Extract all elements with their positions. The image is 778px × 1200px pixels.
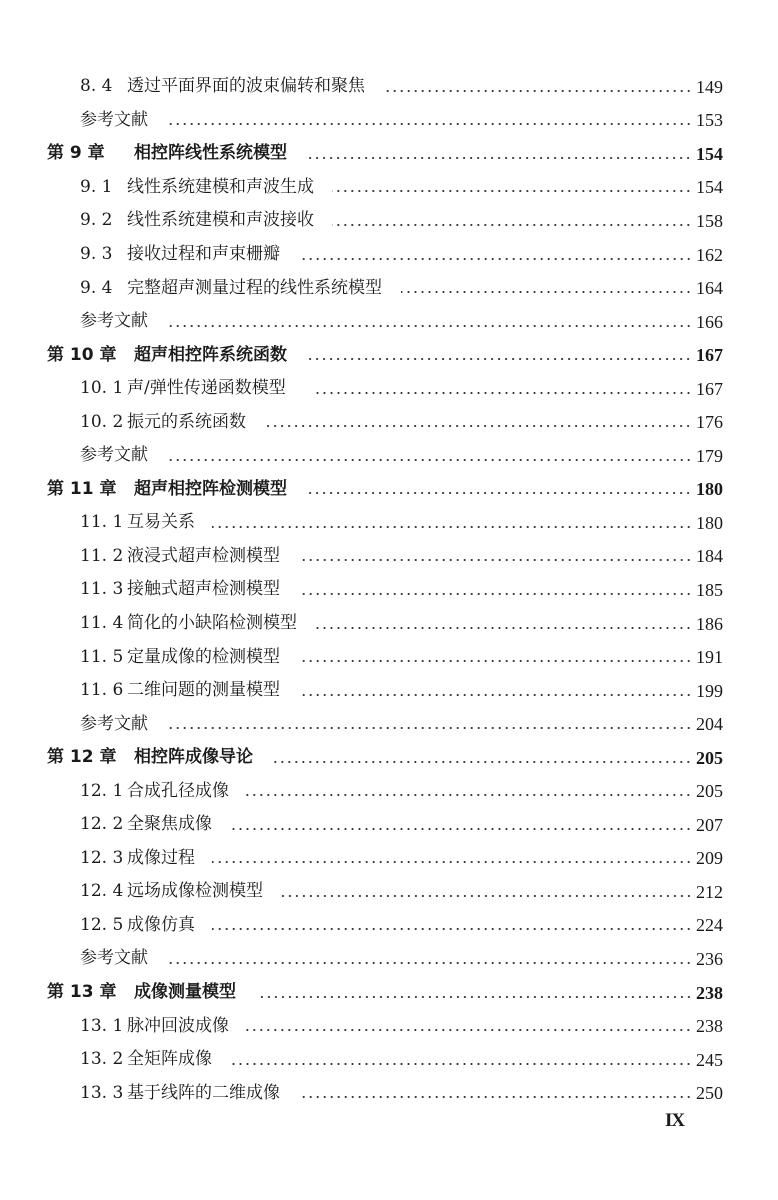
toc-entry-title: 参考文献 (80, 948, 148, 969)
toc-section-row (0, 506, 778, 540)
toc-entry-number: 11. 3 (80, 579, 124, 600)
toc-page-number: 149 (696, 76, 723, 97)
toc-page-number: 154 (696, 177, 723, 198)
toc-section-row (0, 204, 778, 238)
toc-entry-title: 成像测量模型 (134, 982, 236, 1003)
toc-page-number: 205 (696, 781, 723, 802)
toc-entry-title: 相控阵线性系统模型 (134, 143, 287, 164)
toc-page-number: 199 (696, 680, 723, 701)
toc-entry-title: 参考文献 (80, 445, 148, 466)
toc-page-number: 185 (696, 579, 723, 600)
toc-entry-title: 全矩阵成像 (127, 1049, 212, 1070)
toc-entry-number: 10. 2 (80, 411, 124, 432)
toc-leader-dots (273, 761, 692, 763)
toc-page-number: 205 (696, 747, 723, 768)
toc-leader-dots (315, 627, 692, 629)
toc-section-row (0, 842, 778, 876)
toc-section-row (0, 1043, 778, 1077)
toc-entry-title: 声/弹性传递函数模型 (127, 378, 286, 399)
toc-chapter-row (0, 137, 778, 171)
toc-entry-number: 9. 1 (80, 176, 113, 197)
toc-leader-dots (308, 157, 692, 159)
toc-page-number: 164 (696, 278, 723, 299)
table-of-contents (0, 70, 778, 1110)
toc-leader-dots (332, 224, 692, 226)
toc-leader-dots (165, 727, 692, 729)
toc-entry-title: 定量成像的检测模型 (127, 646, 280, 667)
toc-leader-dots (315, 392, 692, 394)
toc-entry-title: 合成孔径成像 (127, 780, 229, 801)
toc-entry-number: 12. 4 (80, 881, 124, 902)
toc-references-row (0, 104, 778, 138)
toc-entry-number: 11. 4 (80, 613, 124, 634)
toc-entry-title: 线性系统建模和声波生成 (127, 176, 314, 197)
toc-entry-title: 成像仿真 (127, 914, 195, 935)
toc-page-number: 236 (696, 948, 723, 969)
toc-section-row (0, 238, 778, 272)
toc-page-number: 176 (696, 412, 723, 433)
toc-entry-number: 11. 5 (80, 646, 124, 667)
toc-section-row (0, 271, 778, 305)
toc-section-row (0, 774, 778, 808)
toc-page-number: 184 (696, 546, 723, 567)
toc-entry-number: 第 9 章 (47, 143, 105, 164)
toc-leader-dots (298, 258, 692, 260)
toc-leader-dots (298, 559, 692, 561)
toc-page-number: 250 (696, 1083, 723, 1104)
toc-leader-dots (246, 794, 692, 796)
toc-page-number: 191 (696, 647, 723, 668)
toc-entry-number: 第 11 章 (47, 478, 117, 499)
toc-section-row (0, 1009, 778, 1043)
toc-entry-number: 12. 3 (80, 847, 124, 868)
toc-leader-dots (256, 996, 692, 998)
toc-leader-dots (308, 358, 692, 360)
toc-entry-number: 13. 1 (80, 1015, 124, 1036)
toc-entry-title: 全聚焦成像 (127, 814, 212, 835)
toc-leader-dots (332, 190, 692, 192)
toc-section-row (0, 640, 778, 674)
toc-entry-number: 12. 5 (80, 914, 124, 935)
toc-leader-dots (246, 1029, 692, 1031)
toc-entry-title: 参考文献 (80, 713, 148, 734)
toc-leader-dots (212, 526, 692, 528)
toc-page-number: 238 (696, 1016, 723, 1037)
toc-leader-dots (212, 861, 692, 863)
toc-leader-dots (298, 1096, 692, 1098)
toc-entry-number: 12. 1 (80, 780, 124, 801)
toc-section-row (0, 909, 778, 943)
page-number: IX (665, 1110, 685, 1131)
toc-page-number: 166 (696, 311, 723, 332)
toc-entry-title: 基于线阵的二维成像 (127, 1082, 280, 1103)
toc-entry-title: 接触式超声检测模型 (127, 579, 280, 600)
toc-page-number: 162 (696, 244, 723, 265)
toc-page-number: 207 (696, 814, 723, 835)
toc-entry-number: 第 10 章 (47, 344, 117, 365)
toc-entry-title: 超声相控阵检测模型 (134, 478, 287, 499)
toc-chapter-row (0, 741, 778, 775)
toc-page-number: 167 (696, 345, 723, 366)
toc-leader-dots (281, 895, 692, 897)
toc-leader-dots (308, 492, 692, 494)
toc-entry-title: 完整超声测量过程的线性系统模型 (127, 277, 382, 298)
toc-leader-dots (229, 828, 692, 830)
toc-entry-number: 11. 1 (80, 512, 124, 533)
toc-references-row (0, 942, 778, 976)
toc-section-row (0, 573, 778, 607)
toc-entry-title: 二维问题的测量模型 (127, 680, 280, 701)
toc-entry-title: 接收过程和声束栅瓣 (127, 244, 280, 264)
toc-section-row (0, 372, 778, 406)
toc-entry-title: 超声相控阵系统函数 (134, 344, 287, 365)
toc-page-number: 180 (696, 479, 723, 500)
toc-page-number: 179 (696, 445, 723, 466)
toc-references-row (0, 439, 778, 473)
toc-page-number: 245 (696, 1049, 723, 1070)
toc-entry-number: 12. 2 (80, 814, 124, 835)
toc-leader-dots (298, 660, 692, 662)
toc-entry-title: 相控阵成像导论 (134, 747, 253, 768)
toc-entry-title: 参考文献 (80, 311, 148, 332)
toc-section-row (0, 171, 778, 205)
toc-chapter-row (0, 473, 778, 507)
toc-leader-dots (165, 123, 692, 125)
toc-entry-number: 第 12 章 (47, 747, 117, 768)
toc-entry-title: 成像过程 (127, 847, 195, 868)
toc-references-row (0, 305, 778, 339)
toc-entry-title: 振元的系统函数 (127, 411, 246, 432)
toc-section-row (0, 808, 778, 842)
toc-page-number: 154 (696, 143, 723, 164)
toc-entry-number: 13. 2 (80, 1049, 124, 1070)
toc-page-number: 167 (696, 378, 723, 399)
toc-section-row (0, 875, 778, 909)
toc-leader-dots (384, 90, 692, 92)
toc-entry-number: 8. 4 (80, 76, 113, 97)
toc-section-row (0, 607, 778, 641)
toc-entry-number: 第 13 章 (47, 982, 117, 1003)
toc-entry-number: 11. 2 (80, 545, 124, 566)
toc-entry-title: 互易关系 (127, 512, 195, 533)
toc-leader-dots (298, 694, 692, 696)
toc-leader-dots (165, 459, 692, 461)
toc-entry-number: 9. 2 (80, 210, 113, 231)
toc-page-number: 204 (696, 714, 723, 735)
toc-page-number: 209 (696, 848, 723, 869)
toc-leader-dots (165, 962, 692, 964)
toc-entry-number: 13. 3 (80, 1082, 124, 1103)
toc-entry-number: 11. 6 (80, 680, 124, 701)
toc-chapter-row (0, 976, 778, 1010)
toc-page-number: 224 (696, 915, 723, 936)
toc-page-number: 158 (696, 210, 723, 231)
toc-page-number: 238 (696, 982, 723, 1003)
toc-page-number: 212 (696, 881, 723, 902)
toc-references-row (0, 707, 778, 741)
toc-entry-title: 简化的小缺陷检测模型 (127, 613, 297, 634)
toc-entry-title: 线性系统建模和声波接收 (127, 210, 314, 231)
toc-entry-title: 透过平面界面的波束偏转和聚焦 (127, 76, 365, 97)
toc-chapter-row (0, 338, 778, 372)
toc-page-number: 153 (696, 110, 723, 131)
toc-entry-number: 9. 3 (80, 244, 113, 264)
toc-entry-number: 10. 1 (80, 378, 124, 399)
toc-leader-dots (298, 593, 692, 595)
toc-leader-dots (165, 325, 692, 327)
toc-leader-dots (212, 928, 692, 930)
toc-section-row (0, 540, 778, 574)
toc-leader-dots (263, 425, 692, 427)
toc-section-row (0, 1076, 778, 1110)
toc-entry-title: 液浸式超声检测模型 (127, 545, 280, 566)
toc-page-number: 180 (696, 512, 723, 533)
toc-leader-dots (229, 1063, 692, 1065)
toc-entry-title: 脉冲回波成像 (127, 1015, 229, 1036)
toc-section-row (0, 674, 778, 708)
toc-entry-title: 参考文献 (80, 109, 148, 130)
toc-entry-number: 9. 4 (80, 277, 113, 298)
toc-leader-dots (401, 291, 692, 293)
toc-section-row (0, 70, 778, 104)
toc-entry-title: 远场成像检测模型 (127, 881, 263, 902)
toc-page-number: 186 (696, 613, 723, 634)
toc-section-row (0, 405, 778, 439)
